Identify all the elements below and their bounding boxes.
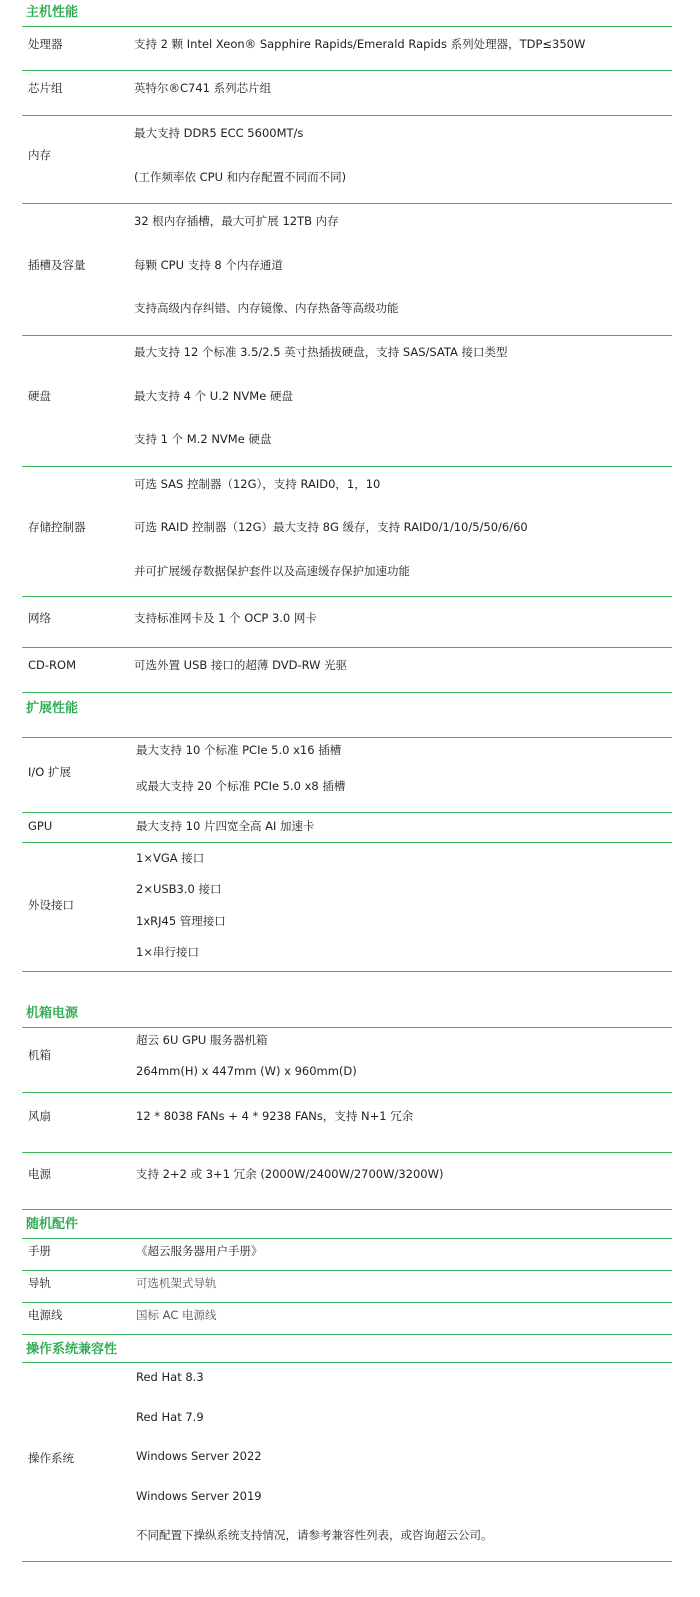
row-value-case: 超云 6U GPU 服务器机箱 bbox=[136, 1033, 268, 1047]
row-value-os-note: 不同配置下操纵系统支持情况，请参考兼容性列表，或咨询超云公司。 bbox=[136, 1528, 493, 1542]
row-label-disk: 硬盘 bbox=[28, 389, 51, 403]
row-value-storage: 并可扩展缓存数据保护套件以及高速缓存保护加速功能 bbox=[134, 564, 410, 578]
row-label-cpu: 处理器 bbox=[28, 37, 63, 51]
divider bbox=[22, 1209, 672, 1210]
divider bbox=[22, 812, 672, 813]
divider bbox=[22, 203, 672, 204]
divider bbox=[22, 26, 672, 27]
row-value-ports: 1×串行接口 bbox=[136, 945, 199, 959]
row-label-os: 操作系统 bbox=[28, 1451, 74, 1465]
row-value-os: Windows Server 2022 bbox=[136, 1449, 262, 1463]
row-value-manual: 《超云服务器用户手册》 bbox=[136, 1244, 263, 1258]
divider bbox=[22, 842, 672, 843]
divider bbox=[22, 1561, 672, 1562]
section-title-expansion: 扩展性能 bbox=[26, 701, 79, 716]
section-title-accessories: 随机配件 bbox=[26, 1217, 79, 1232]
row-value-os: Red Hat 7.9 bbox=[136, 1410, 204, 1424]
divider bbox=[22, 737, 672, 738]
divider bbox=[22, 70, 672, 71]
divider bbox=[22, 335, 672, 336]
row-label-chipset: 芯片组 bbox=[28, 81, 63, 95]
row-label-psu: 电源 bbox=[28, 1167, 51, 1181]
divider bbox=[22, 1238, 672, 1239]
row-label-gpu: GPU bbox=[28, 819, 53, 833]
divider bbox=[22, 1362, 672, 1363]
row-value-fan: 12 * 8038 FANs + 4 * 9238 FANs，支持 N+1 冗余 bbox=[136, 1109, 414, 1123]
row-value-os: Windows Server 2019 bbox=[136, 1489, 262, 1503]
row-value-gpu: 最大支持 10 片四宽全高 AI 加速卡 bbox=[136, 819, 315, 833]
row-value-network: 支持标准网卡及 1 个 OCP 3.0 网卡 bbox=[134, 611, 317, 625]
row-value-rail: 可选机架式导轨 bbox=[136, 1276, 217, 1290]
row-value-memory: (工作频率依 CPU 和内存配置不同而不同) bbox=[134, 170, 347, 184]
row-value-ports: 2×USB3.0 接口 bbox=[136, 882, 222, 896]
row-label-ports: 外设接口 bbox=[28, 898, 74, 912]
row-value-slots: 支持高级内存纠错、内存镜像、内存热备等高级功能 bbox=[134, 301, 399, 315]
row-value-cdrom: 可选外置 USB 接口的超薄 DVD-RW 光驱 bbox=[134, 658, 348, 672]
row-value-storage: 可选 RAID 控制器（12G）最大支持 8G 缓存，支持 RAID0/1/10/5/50/6/60 bbox=[134, 520, 528, 534]
divider bbox=[22, 1092, 672, 1093]
divider bbox=[22, 647, 672, 648]
row-label-storage: 存储控制器 bbox=[28, 520, 86, 534]
row-label-rail: 导轨 bbox=[28, 1276, 51, 1290]
row-label-cdrom: CD-ROM bbox=[28, 658, 76, 672]
divider bbox=[22, 1334, 672, 1335]
divider bbox=[22, 1027, 672, 1028]
row-value-slots: 每颗 CPU 支持 8 个内存通道 bbox=[134, 258, 283, 272]
row-value-psu: 支持 2+2 或 3+1 冗余 (2000W/2400W/2700W/3200W) bbox=[136, 1167, 444, 1181]
row-value-disk: 最大支持 4 个 U.2 NVMe 硬盘 bbox=[134, 389, 293, 403]
row-label-manual: 手册 bbox=[28, 1244, 51, 1258]
row-value-ports: 1×VGA 接口 bbox=[136, 851, 205, 865]
divider bbox=[22, 466, 672, 467]
divider bbox=[22, 971, 672, 972]
row-value-cpu: 支持 2 颗 Intel Xeon® Sapphire Rapids/Emerald Rapids 系列处理器，TDP≤350W bbox=[134, 37, 586, 51]
divider bbox=[22, 1302, 672, 1303]
row-value-disk: 支持 1 个 M.2 NVMe 硬盘 bbox=[134, 432, 272, 446]
divider bbox=[22, 596, 672, 597]
row-label-slots: 插槽及容量 bbox=[28, 258, 86, 272]
row-label-cable: 电源线 bbox=[28, 1308, 63, 1322]
row-value-memory: 最大支持 DDR5 ECC 5600MT/s bbox=[134, 126, 304, 140]
row-value-case: 264mm(H) x 447mm (W) x 960mm(D) bbox=[136, 1064, 357, 1078]
row-value-ports: 1xRJ45 管理接口 bbox=[136, 914, 226, 928]
divider bbox=[22, 1270, 672, 1271]
row-label-fan: 风扇 bbox=[28, 1109, 51, 1123]
row-value-os: Red Hat 8.3 bbox=[136, 1370, 204, 1384]
section-title-os: 操作系统兼容性 bbox=[26, 1342, 118, 1357]
row-value-storage: 可选 SAS 控制器（12G），支持 RAID0，1，10 bbox=[134, 477, 381, 491]
row-value-io: 最大支持 10 个标准 PCIe 5.0 x16 插槽 bbox=[136, 743, 342, 757]
row-value-io: 或最大支持 20 个标准 PCIe 5.0 x8 插槽 bbox=[136, 779, 346, 793]
divider bbox=[22, 1152, 672, 1153]
row-label-io: I/O 扩展 bbox=[28, 765, 71, 779]
row-value-cable: 国标 AC 电源线 bbox=[136, 1308, 217, 1322]
section-title-chassis: 机箱电源 bbox=[26, 1006, 79, 1021]
divider bbox=[22, 115, 672, 116]
row-label-case: 机箱 bbox=[28, 1048, 51, 1062]
row-value-slots: 32 根内存插槽，最大可扩展 12TB 内存 bbox=[134, 214, 339, 228]
row-value-chipset: 英特尔®C741 系列芯片组 bbox=[134, 81, 272, 95]
divider bbox=[22, 692, 672, 693]
row-label-memory: 内存 bbox=[28, 148, 51, 162]
section-title-host: 主机性能 bbox=[26, 5, 79, 20]
row-label-network: 网络 bbox=[28, 611, 51, 625]
row-value-disk: 最大支持 12 个标准 3.5/2.5 英寸热插拔硬盘，支持 SAS/SATA 接口类型 bbox=[134, 345, 508, 359]
